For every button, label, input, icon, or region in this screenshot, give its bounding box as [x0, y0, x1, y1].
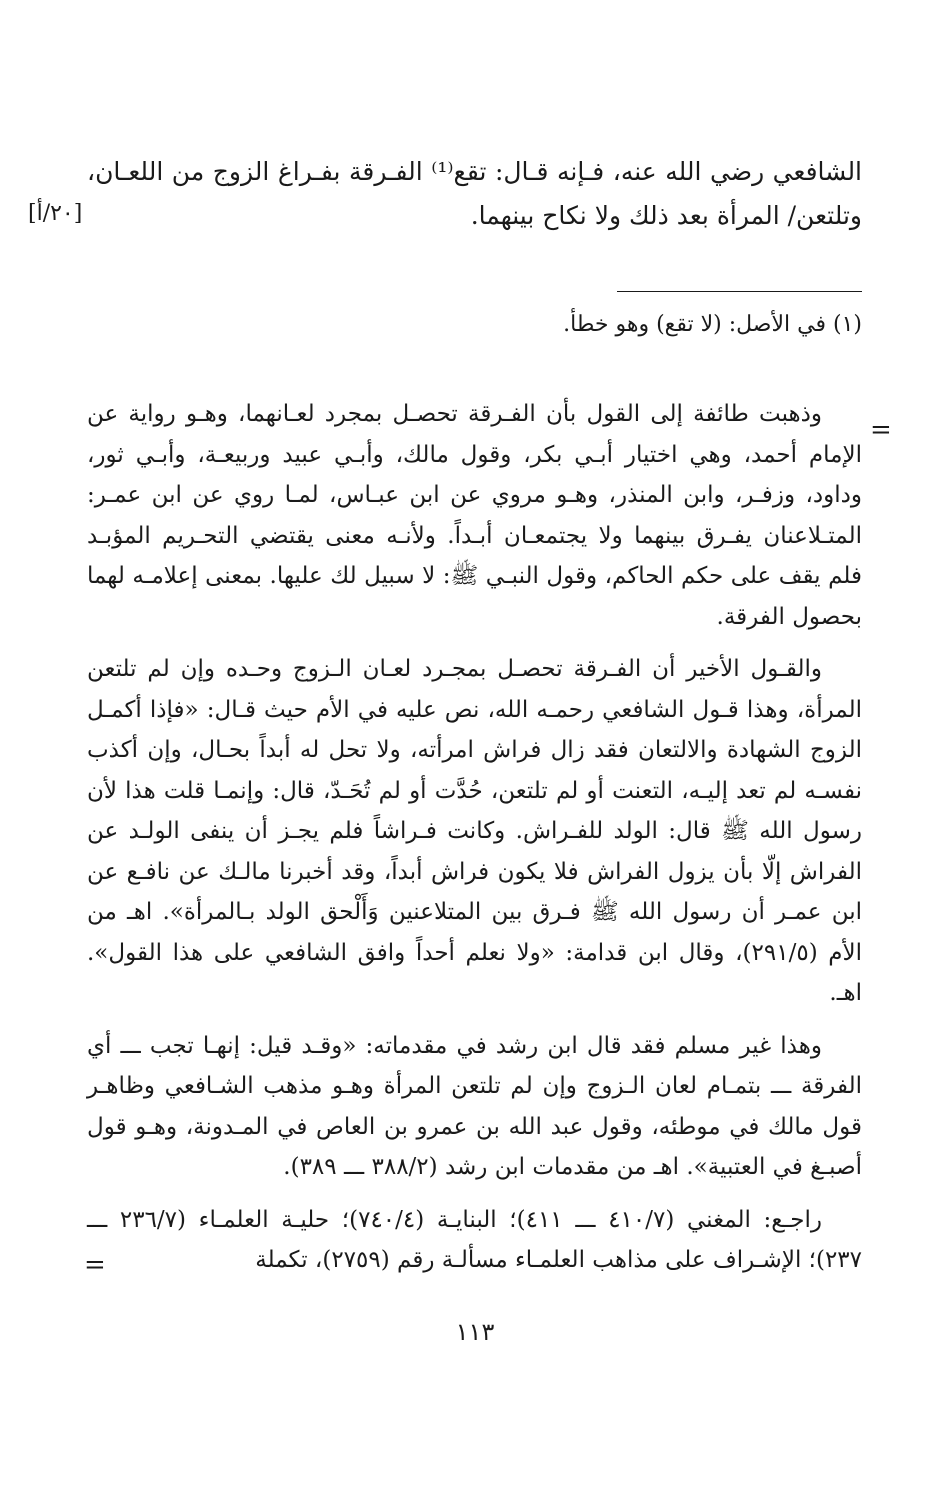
continuation-mark-top: = — [870, 415, 892, 445]
commentary-paragraph: وذهبت طائفة إلى القول بأن الفـرقة تحصـل بمجرد لعـانهما، وهـو رواية عن الإمام أحمد، وهي اختيار أبـي بكر، وقول مالك، وأبـي عبيد وربيعـة، وأبـي ثور، وداود، وزفـر، وابن المنذر، وهـو مروي عن ابن عبـاس، لمـا روي عن ابن عمـر: المتـلاعنان يفـرق بينهما ولا يجتمعـان أبـداً. ولأنـه معنى يقتضي التحـريم المؤبـد فلم يقف على حكم الحاكم، وقول النبـي ﷺ: لا سبيل لك عليها. بمعنى إعلامـه لهما بحصول الفرقة. — [87, 401, 862, 630]
commentary-paragraph: راجـع: المغني (٤١٠/٧ ـــ ٤١١)؛ البنايـة (٧٤٠/٤)؛ حليـة العلمـاء (٢٣٦/٧ ـــ ٢٣٧)؛ الإشـراف على مذاهب العلمـاء مسألـة رقم (٢٧٥٩)، تكملة — [87, 1206, 862, 1273]
footnote — [87, 305, 862, 345]
folio-marker: [٢٠/أ] — [28, 201, 83, 226]
commentary — [87, 394, 862, 1281]
page-number: ١١٣ — [455, 1318, 495, 1346]
main-text-paragraph: الشافعي رضي الله عنه، فـإنه قـال: تقع⁽¹⁾ الفـرقة بفـراغ الزوج من اللعـان، وتلتعن/ المرأة بعد ذلك ولا نكاح بينهما. — [87, 157, 863, 230]
footnote-separator — [617, 291, 862, 292]
commentary-paragraph: وهذا غير مسلم فقد قال ابن رشد في مقدماته: «وقـد قيل: إنهـا تجب ـــ أي الفرقة ـــ بتمـام لعان الـزوج وإن لم تلتعن المرأة وهـو مذهب الشـافعي وظاهـر قول مالك في موطئه، وقول عبد الله بن عمرو بن العاص في المـدونة، وهـو قول أصبـغ في العتبية». اهـ من مقدمات ابن رشد (٣٨٨/٢ ـــ ٣٨٩). — [87, 1032, 862, 1180]
continuation-mark-bottom: = — [84, 1250, 106, 1280]
footnote-text: (١) في الأصل: (لا تقع) وهو خطأ. — [563, 312, 862, 337]
commentary-paragraph: والقـول الأخير أن الفـرقة تحصـل بمجـرد لعـان الـزوج وحـده وإن لم تلتعن المرأة، وهذا قـول الشافعي رحمـه الله، نص عليه في الأم حيث قـال: «فإذا أكمـل الزوج الشهادة والالتعان فقد زال فراش امرأته، ولا تحل له أبداً بحـال، وإن أكذب نفسـه لم تعد إليـه، التعنت أو لم تلتعن، حُدَّت أو لم تُحَـدّ، قال: وإنمـا قلت هذا لأن رسول الله ﷺ قال: الولد للفـراش. وكانت فـراشاً فلم يجـز أن ينفى الولـد عن الفراش إلّا بأن يزول الفراش فلا يكون فراش أبداً، وقد أخبرنا مالـك عن نافـع عن ابن عمـر أن رسول الله ﷺ فـرق بين المتلاعنين وَأَلْحق الولد بـالمرأة». اهـ من الأم (٢٩١/٥)، وقال ابن قدامة: «ولا نعلم أحداً وافق الشافعي على هذا القول». اهـ. — [87, 656, 863, 1006]
main-text — [87, 150, 862, 238]
